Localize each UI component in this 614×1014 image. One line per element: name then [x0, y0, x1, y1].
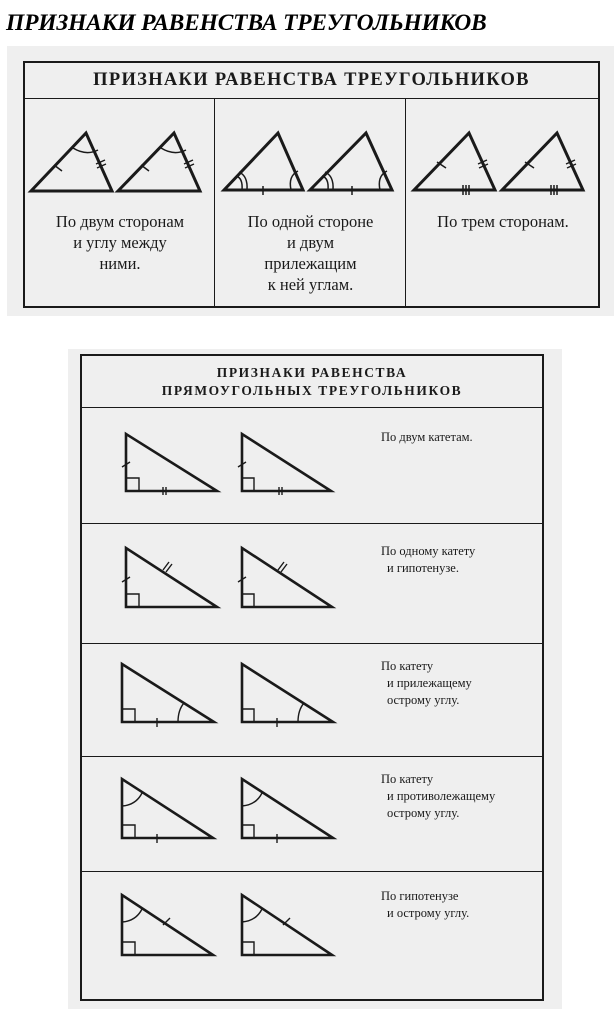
right-triangles-hypotenuse-angle-icon	[122, 895, 332, 955]
page-title: ПРИЗНАКИ РАВЕНСТВА ТРЕУГОЛЬНИКОВ	[6, 10, 487, 36]
right-triangles-two-legs-icon	[126, 434, 331, 491]
caption-sss: По трем сторонам.	[437, 212, 569, 231]
caption-leg-hypotenuse: По одному катету и гипотенузе.	[381, 544, 476, 575]
caption-sas: По двум сторонам и углу между ними.	[55, 212, 185, 273]
table-header-line-1: ПРИЗНАКИ РАВЕНСТВА	[216, 365, 408, 380]
table-header-text: ПРИЗНАКИ РАВЕНСТВА ТРЕУГОЛЬНИКОВ	[93, 70, 530, 90]
caption-asa: По одной стороне и двум прилежащим к ней углам.	[247, 212, 374, 294]
caption-two-legs: По двум катетам.	[381, 430, 473, 444]
right-triangles-leg-hypotenuse-icon	[126, 548, 332, 607]
caption-hypotenuse-angle: По гипотенузе и острому углу.	[381, 889, 470, 920]
table-header-line-2: ПРЯМОУГОЛЬНЫХ ТРЕУГОЛЬНИКОВ	[161, 383, 463, 398]
caption-leg-opposite-angle: По катету и противолежащему острому углу.	[381, 772, 496, 820]
caption-leg-adjacent-angle: По катету и прилежащему острому углу.	[381, 659, 472, 707]
right-triangles-leg-adjacent-angle-icon	[122, 664, 333, 722]
right-triangles-leg-opposite-angle-icon	[122, 779, 333, 838]
